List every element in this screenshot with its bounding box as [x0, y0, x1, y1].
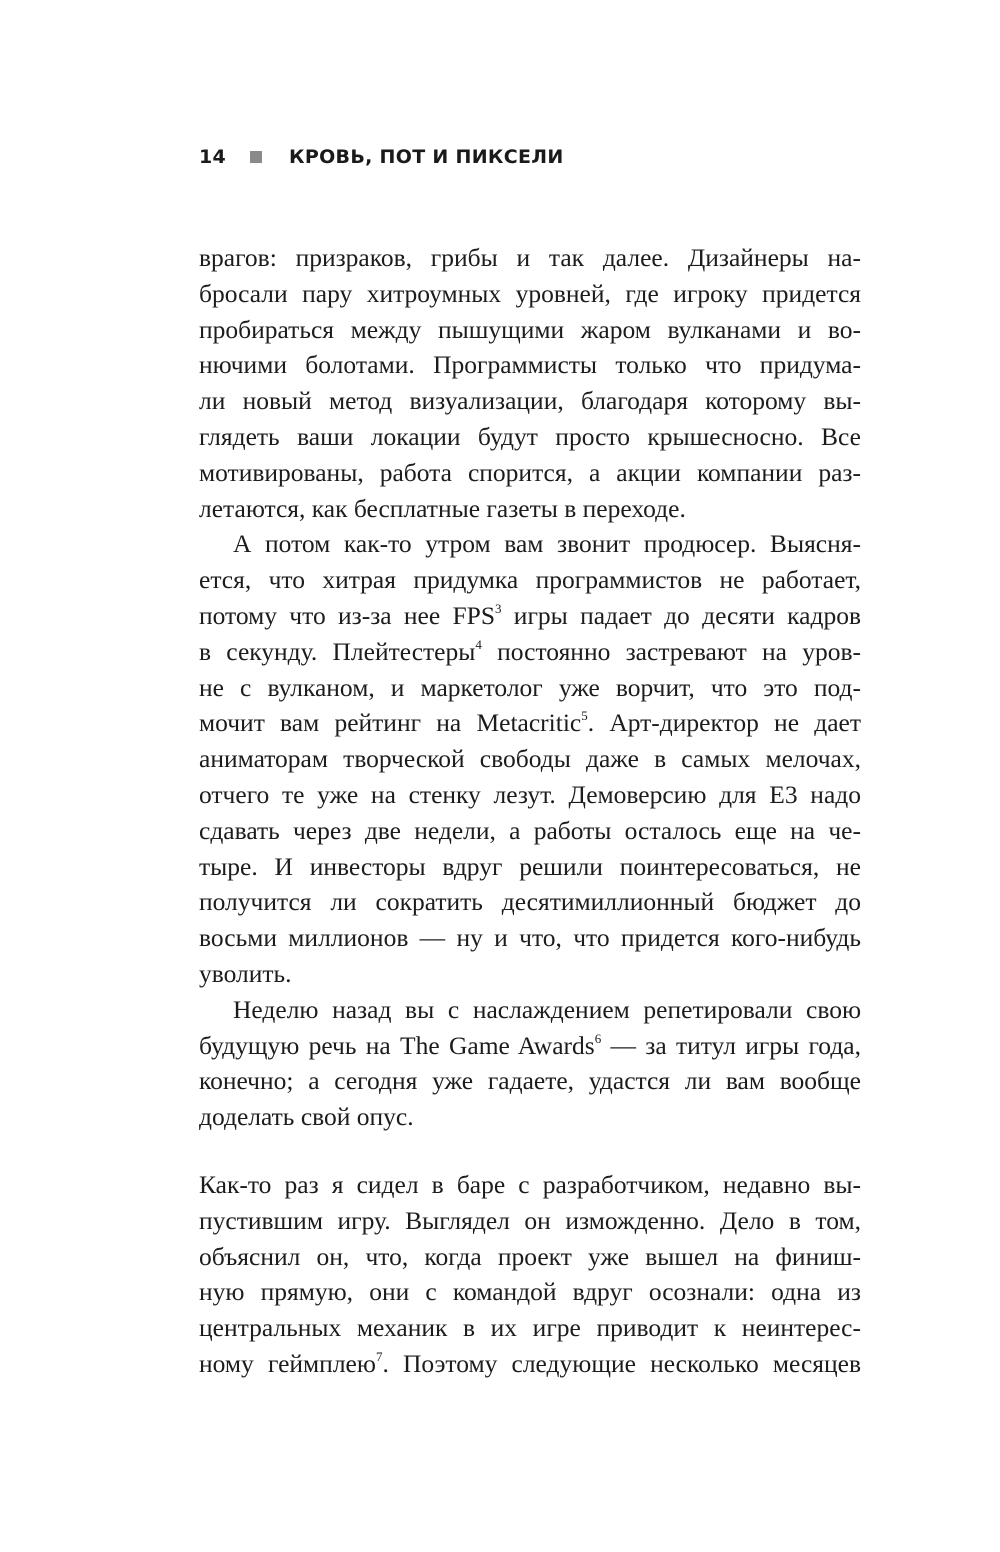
text-line: ную прямую, они с командой вдруг осознали: одна из [199, 1277, 861, 1307]
text-line: мочит вам рейтинг на Metacritic$^5$. Арт-директор не дает [199, 708, 861, 738]
text-line: ли новый метод визуализации, благодаря которому вы- [199, 386, 861, 416]
book-title: КРОВЬ, ПОТ И ПИКСЕЛИ [289, 146, 564, 168]
text-line: восьми миллионов — ну и что, что придется кого-нибудь [199, 923, 861, 953]
text-line: мотивированы, работа спорится, а акции компании раз- [199, 457, 861, 487]
text-line: центральных механик в их игре приводит к неинтерес- [199, 1313, 861, 1343]
text-line: Неделю назад вы с наслаждением репетировали свою [233, 994, 861, 1024]
text-line: Как-то раз я сидел в баре с разработчиком, недавно вы- [199, 1170, 861, 1199]
text-line: конечно; а сегодня уже гадаете, удастся ли вам вообще [199, 1066, 861, 1096]
text-line: ному геймплею$^7$. Поэтому следующие несколько месяцев [199, 1348, 862, 1378]
text-line: ется, что хитрая придумка программистов не работает, [199, 565, 861, 595]
footnote-ref: 4 [475, 636, 482, 652]
running-head [199, 143, 564, 171]
footnote-ref: 5 [581, 708, 588, 724]
text-line: глядеть ваши локации будут просто крышесносно. Все [199, 421, 861, 451]
text-line: А потом как-то утром вам звонит продюсер. Выясня- [233, 529, 861, 559]
text-line: доделать свой опус. [199, 1102, 414, 1132]
body-text-section-1 [199, 240, 861, 1135]
text-line: потому что из-за нее FPS$^3$ игры падает до десяти кадров [199, 600, 861, 630]
text-line: аниматорам творческой свободы даже в самых мелочах, [199, 744, 861, 774]
text-line: врагов: призраков, грибы и так далее. Дизайнеры на- [199, 243, 861, 272]
text-line: пустившим игру. Выглядел он изможденно. Дело в том, [199, 1205, 861, 1235]
separator-square-icon [250, 151, 262, 163]
text-line: пробираться между пышущими жаром вулканами и во- [199, 314, 861, 344]
text-line: тыре. И инвесторы вдруг решили поинтересоваться, не [199, 851, 861, 881]
page-number: 14 [199, 146, 227, 168]
text-line: не с вулканом, и маркетолог уже ворчит, что это под- [199, 672, 861, 702]
text-line: летаются, как бесплатные газеты в переходе. [199, 493, 686, 523]
text-line: получится ли сократить десятимиллионный бюджет до [199, 887, 861, 917]
footnote-ref: 3 [495, 600, 502, 616]
footnote-ref: 6 [594, 1030, 602, 1046]
text-line: в секунду. Плейтестеры$^4$ постоянно застревают на уров- [199, 636, 862, 666]
text-line: будущую речь на The Game Awards$^6$ — за титул игры года, [199, 1030, 861, 1060]
footnote-ref: 7 [375, 1348, 383, 1364]
text-line: отчего те уже на стенку лезут. Демоверсию для E3 надо [199, 779, 861, 809]
body-text-section-2 [199, 1167, 861, 1382]
text-line: нючими болотами. Программисты только что придума- [199, 350, 861, 380]
text-line: бросали пару хитроумных уровней, где игроку придется [199, 278, 861, 308]
text-line: уволить. [199, 958, 292, 988]
text-line: сдавать через две недели, а работы осталось еще на че- [199, 815, 861, 845]
text-line: объяснил он, что, когда проект уже вышел на финиш- [199, 1241, 861, 1271]
